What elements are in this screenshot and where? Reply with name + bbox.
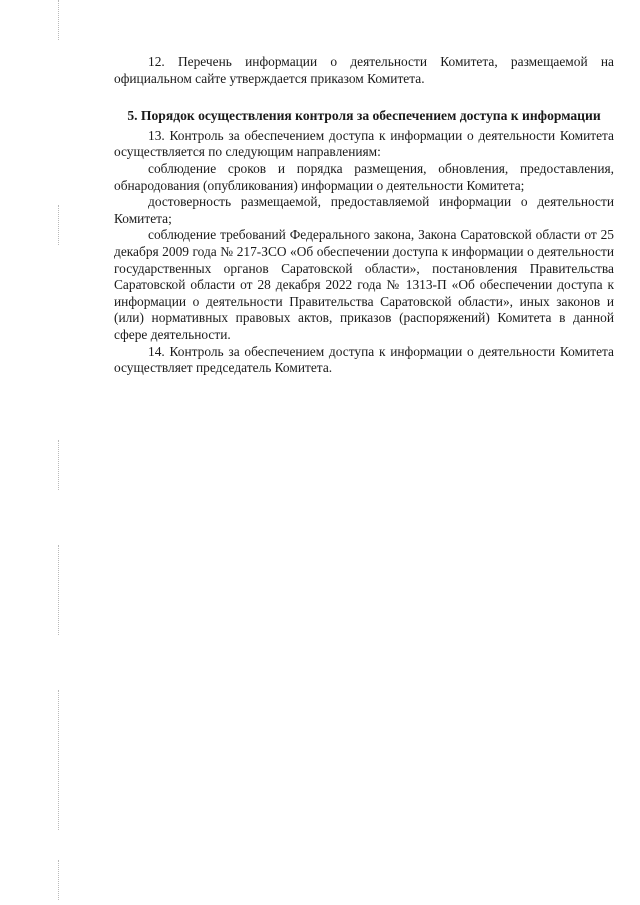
scan-edge-marks — [58, 860, 59, 900]
paragraph-14: 14. Контроль за обеспечением доступа к информации о деятельности Комитета осуществляет председатель Комитета. — [114, 343, 614, 376]
list-item-legal-requirements: соблюдение требований Федерального закона, Закона Саратовской области от 25 декабря 2009 года № 217-ЗСО «Об обеспечении доступа к информации о деятельности государственных органов Саратовской области», постановления Правительства Саратовской области от 28 декабря 2022 года № 1313-П «Об обеспечении доступа к информации о деятельности Правительства Саратовской области», иных законов и (или) нормативных правовых актов, приказов (распоряжений) Комитета в данной сфере деятельности. — [114, 227, 614, 342]
paragraph-12: 12. Перечень информации о деятельности Комитета, размещаемой на официальном сайте утверждается приказом Комитета. — [114, 54, 614, 86]
document-body — [114, 50, 614, 377]
scan-edge-marks — [58, 545, 59, 635]
list-item-deadlines: соблюдение сроков и порядка размещения, обновления, предоставления, обнародования (опубликования) информации о деятельности Комитета; — [114, 160, 614, 193]
section-5-heading: 5. Порядок осуществления контроля за обеспечением доступа к информации — [127, 108, 601, 124]
scan-edge-marks — [58, 690, 59, 830]
scan-edge-marks — [58, 0, 59, 40]
list-item-accuracy: достоверность размещаемой, предоставляемой информации о деятельности Комитета; — [114, 194, 614, 226]
scan-edge-marks — [58, 205, 59, 245]
paragraph-13: 13. Контроль за обеспечением доступа к информации о деятельности Комитета осуществляется по следующим направлениям: — [114, 127, 614, 160]
scan-edge-marks — [58, 440, 59, 490]
